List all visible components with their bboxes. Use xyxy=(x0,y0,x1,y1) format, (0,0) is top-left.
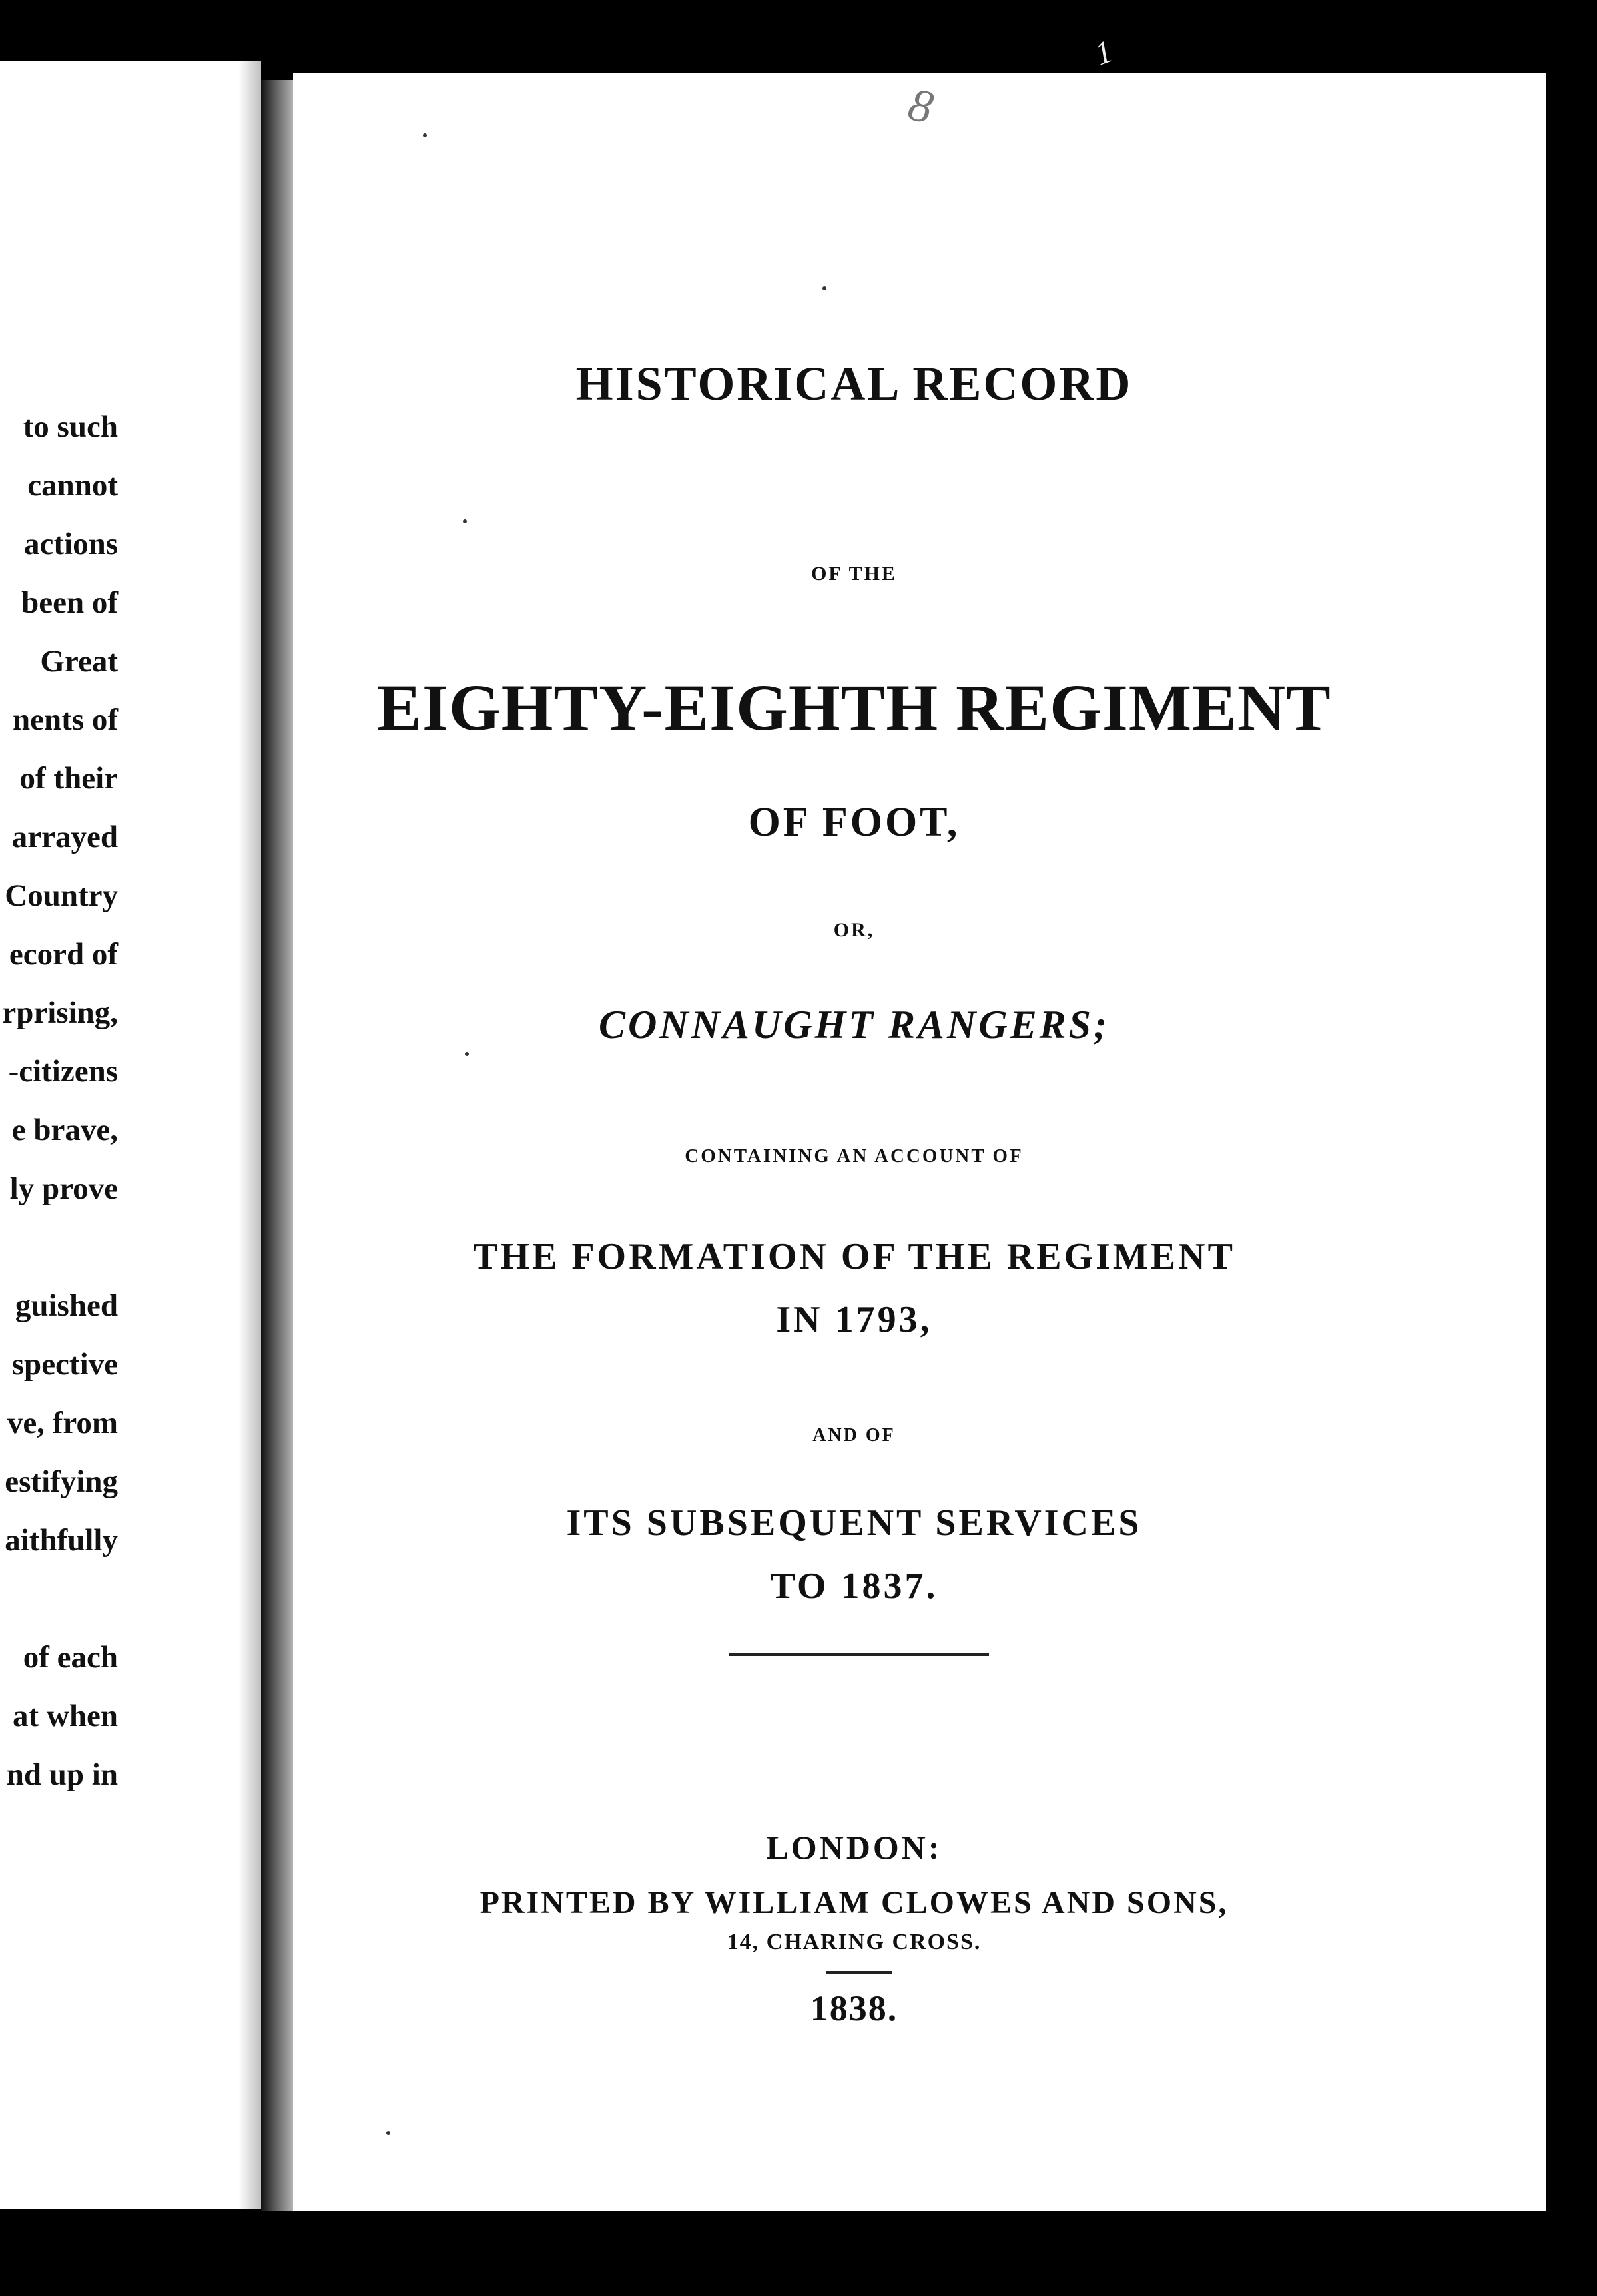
title-formation: THE FORMATION OF THE REGIMENT xyxy=(473,1236,1235,1277)
left-line: spective xyxy=(11,1347,118,1382)
left-line: cannot xyxy=(27,468,118,503)
paragraph-gap xyxy=(2,1570,118,1628)
left-line: estifying xyxy=(5,1464,118,1499)
title-formation-year: IN 1793, xyxy=(776,1299,932,1340)
left-line: aithfully xyxy=(5,1523,118,1558)
left-page-text xyxy=(2,398,118,1804)
left-line: ve, from xyxy=(7,1406,118,1440)
scan-corner-mark: 1 xyxy=(1090,33,1118,73)
ink-speck xyxy=(822,286,826,290)
title-connaught-rangers: CONNAUGHT RANGERS; xyxy=(598,1003,1110,1047)
title-services-year: TO 1837. xyxy=(770,1566,938,1607)
scan-border-bottom xyxy=(0,2211,1597,2296)
ink-speck xyxy=(465,1052,469,1056)
left-line: of each xyxy=(23,1640,118,1675)
subtitle-or: OR, xyxy=(833,919,875,941)
left-line: guished xyxy=(15,1289,118,1323)
subtitle-of-the: OF THE xyxy=(811,563,897,585)
left-line: arrayed xyxy=(11,820,118,854)
left-line: ly prove xyxy=(9,1171,118,1206)
ink-speck xyxy=(423,133,427,137)
left-line: Great xyxy=(40,644,118,679)
left-line: been of xyxy=(21,585,118,620)
subtitle-and-of: AND OF xyxy=(812,1425,896,1446)
title-of-foot: OF FOOT, xyxy=(748,800,960,845)
title-subsequent-services: ITS SUBSEQUENT SERVICES xyxy=(566,1502,1142,1544)
left-line: nents of xyxy=(13,703,118,737)
left-line: ecord of xyxy=(9,937,118,972)
imprint-printer: PRINTED BY WILLIAM CLOWES AND SONS, xyxy=(479,1885,1229,1920)
left-facing-page xyxy=(0,61,261,2209)
left-line: at when xyxy=(13,1699,118,1733)
title-regiment: EIGHTY-EIGHTH REGIMENT xyxy=(377,671,1331,744)
imprint-place: LONDON: xyxy=(766,1829,942,1866)
ink-speck xyxy=(463,519,467,523)
left-line: nd up in xyxy=(6,1757,118,1792)
left-line: -citizens xyxy=(8,1054,118,1089)
page-shadow xyxy=(238,61,261,2209)
imprint-address: 14, CHARING CROSS. xyxy=(727,1930,982,1954)
left-line: of their xyxy=(19,761,118,796)
left-line: e brave, xyxy=(11,1113,118,1147)
small-divider-rule xyxy=(826,1971,892,1974)
title-historical-record: HISTORICAL RECORD xyxy=(575,357,1133,410)
left-line: actions xyxy=(24,527,118,561)
divider-rule xyxy=(729,1653,989,1656)
title-page xyxy=(293,73,1546,2211)
scan-border-right xyxy=(1546,0,1597,2296)
ink-speck xyxy=(386,2131,390,2135)
left-line: to such xyxy=(23,410,118,444)
left-line: Country xyxy=(5,878,118,913)
subtitle-containing: CONTAINING AN ACCOUNT OF xyxy=(685,1145,1024,1167)
left-line: rprising, xyxy=(2,996,118,1030)
paragraph-gap xyxy=(2,1218,118,1277)
handwritten-page-mark: 8 xyxy=(904,79,938,134)
imprint-year: 1838. xyxy=(810,1988,898,2028)
